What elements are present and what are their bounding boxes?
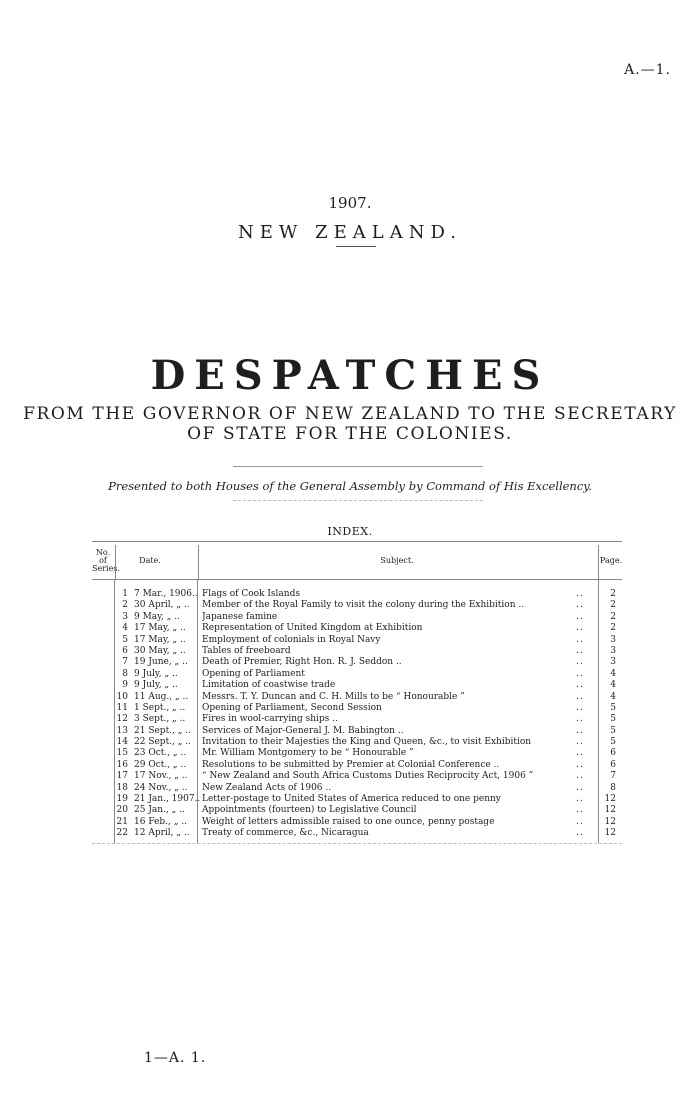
subject: Japanese famine [202, 611, 278, 622]
presented-note: Presented to both Houses of the General Assembly by Command of His Excellency. [108, 479, 592, 493]
series-number: 2 [122, 600, 128, 611]
leader-dots: .. [576, 657, 584, 668]
table-header-rule [92, 579, 622, 580]
table-row [108, 600, 618, 611]
date: 17 May, „ .. [134, 634, 186, 645]
page-number: 5 [610, 737, 616, 748]
leader-dots: .. [576, 611, 584, 622]
table-row [108, 623, 618, 634]
page-number: 4 [610, 680, 616, 691]
date: 21 Jan., 1907.. [134, 794, 201, 805]
index-table-body [108, 589, 618, 840]
date: 3 Sept., „ .. [134, 714, 186, 725]
subject: “ New Zealand and South Africa Customs Duties Reciprocity Act, 1906 ” [202, 771, 534, 782]
leader-dots: .. [576, 748, 584, 759]
subject: Member of the Royal Family to visit the colony during the Exhibition .. [202, 600, 525, 611]
page-number: 2 [610, 589, 616, 599]
year-heading: 1907. [328, 194, 372, 212]
date: 9 May, „ .. [134, 611, 181, 622]
leader-dots: .. [576, 668, 584, 679]
subject: Weight of letters admissible raised to one ounce, penny postage [202, 816, 495, 827]
table-row [108, 589, 618, 600]
table-row [108, 692, 618, 703]
series-number: 14 [116, 737, 128, 748]
page-number: 5 [610, 725, 616, 736]
column-rule [198, 545, 199, 579]
date: 24 Nov., „ .. [134, 782, 188, 793]
series-number: 6 [122, 645, 128, 656]
leader-dots: .. [576, 691, 584, 702]
date: 17 Nov., „ .. [134, 771, 188, 782]
leader-dots: .. [576, 828, 584, 839]
column-rule [598, 545, 599, 579]
series-number: 5 [122, 634, 128, 645]
header-pages: Page. [600, 556, 623, 565]
series-number: 21 [116, 816, 128, 827]
header-no-line: No. [95, 548, 111, 557]
page-number: 6 [610, 748, 616, 759]
series-number: 11 [116, 702, 128, 713]
page-number: 6 [610, 759, 616, 770]
page-number: 7 [610, 771, 616, 782]
table-top-rule [92, 541, 622, 542]
series-number: 4 [122, 623, 128, 634]
column-rule [114, 580, 115, 843]
leader-dots: .. [576, 714, 584, 725]
date: 29 Oct., „ .. [134, 759, 187, 770]
subject: Flags of Cook Islands [202, 589, 300, 599]
page-number: 8 [610, 782, 616, 793]
date: 12 April, „ .. [134, 828, 190, 839]
page-number: 2 [610, 623, 616, 634]
date: 9 July, „ .. [134, 680, 178, 691]
leader-dots: .. [576, 623, 584, 634]
page-number: 2 [610, 611, 616, 622]
header-subject: Subject. [380, 556, 414, 565]
subject: Opening of Parliament [202, 668, 305, 679]
subject: Services of Major-General J. M. Babington .. [202, 725, 404, 736]
leader-dots: .. [576, 600, 584, 611]
subject: Invitation to their Majesties the King and Queen, &c., to visit Exhibition [202, 737, 532, 748]
date: 25 Jan., „ .. [134, 805, 185, 816]
subject: Employment of colonials in Royal Navy [202, 634, 381, 645]
page-reference: A.—1. [624, 62, 671, 78]
page-number: 4 [610, 691, 616, 702]
page-number: 2 [610, 600, 616, 611]
subject: Representation of United Kingdom at Exhibition [202, 623, 423, 634]
country-heading: NEW ZEALAND. [238, 222, 462, 243]
column-rule [598, 580, 599, 843]
series-number: 3 [122, 611, 128, 622]
table-row [108, 737, 618, 748]
leader-dots: .. [576, 737, 584, 748]
header-series-number [92, 548, 120, 573]
date: 16 Feb., „ .. [134, 816, 187, 827]
leader-dots: .. [576, 794, 584, 805]
page-number: 12 [604, 816, 616, 827]
subject: Treaty of commerce, &c., Nicaragua [202, 828, 369, 839]
date: 23 Oct., „ .. [134, 748, 187, 759]
series-number: 9 [122, 680, 128, 691]
date: 11 Aug., „ .. [134, 691, 189, 702]
table-header [92, 545, 622, 579]
leader-dots: .. [576, 589, 584, 599]
table-row [108, 612, 618, 623]
table-row [108, 726, 618, 737]
subject: Opening of Parliament, Second Session [202, 702, 382, 713]
page-number: 12 [604, 828, 616, 839]
table-row [108, 828, 618, 839]
subtitle-line-1: FROM THE GOVERNOR OF NEW ZEALAND TO THE SECRETARY [23, 404, 677, 424]
series-number: 7 [122, 657, 128, 668]
series-number: 20 [116, 805, 128, 816]
subject: Fires in wool-carrying ships .. [202, 714, 338, 725]
date: 22 Sept., „ .. [134, 737, 192, 748]
table-bottom-rule [92, 843, 622, 844]
date: 9 July, „ .. [134, 668, 178, 679]
series-number: 15 [116, 748, 128, 759]
header-no-line: of [99, 556, 107, 565]
divider [336, 246, 376, 247]
leader-dots: .. [576, 725, 584, 736]
leader-dots: .. [576, 771, 584, 782]
series-number: 16 [116, 759, 128, 770]
page-number: 5 [610, 702, 616, 713]
date: 17 May, „ .. [134, 623, 186, 634]
table-row [108, 805, 618, 816]
leader-dots: .. [576, 680, 584, 691]
table-row [108, 817, 618, 828]
header-date: Date. [139, 556, 161, 565]
page-number: 12 [604, 794, 616, 805]
series-number: 22 [116, 828, 128, 839]
document-title: DESPATCHES [150, 352, 550, 399]
table-row [108, 669, 618, 680]
subject: Appointments (fourteen) to Legislative Council [202, 805, 417, 816]
series-number: 13 [116, 725, 128, 736]
sheet-reference: 1—A. 1. [144, 1050, 207, 1066]
table-row [108, 748, 618, 759]
subject: Letter-postage to United States of America reduced to one penny [202, 794, 501, 805]
table-row [108, 760, 618, 771]
page-number: 3 [610, 634, 616, 645]
subject: New Zealand Acts of 1906 .. [202, 782, 332, 793]
table-row [108, 646, 618, 657]
date: 30 April, „ .. [134, 600, 190, 611]
page-number: 3 [610, 657, 616, 668]
page-number: 12 [604, 805, 616, 816]
index-heading: INDEX. [327, 525, 373, 538]
column-rule [197, 580, 198, 843]
divider [233, 500, 483, 501]
table-row [108, 657, 618, 668]
leader-dots: .. [576, 782, 584, 793]
leader-dots: .. [576, 634, 584, 645]
leader-dots: .. [576, 805, 584, 816]
date: 21 Sept., „ .. [134, 725, 192, 736]
page-number: 3 [610, 645, 616, 656]
table-row [108, 771, 618, 782]
table-row [108, 714, 618, 725]
leader-dots: .. [576, 702, 584, 713]
page-number: 4 [610, 668, 616, 679]
subject: Messrs. T. Y. Duncan and C. H. Mills to be “ Honourable ” [202, 691, 465, 702]
subject: Death of Premier, Right Hon. R. J. Seddon .. [202, 657, 402, 668]
table-row [108, 703, 618, 714]
date: 30 May, „ .. [134, 645, 186, 656]
date: 7 Mar., 1906.. [134, 589, 198, 599]
subject: Limitation of coastwise trade [202, 680, 336, 691]
series-number: 18 [116, 782, 128, 793]
date: 1 Sept., „ .. [134, 702, 186, 713]
series-number: 8 [122, 668, 128, 679]
subject: Mr. William Montgomery to be “ Honourable ” [202, 748, 414, 759]
series-number: 19 [116, 794, 128, 805]
leader-dots: .. [576, 759, 584, 770]
table-row [108, 635, 618, 646]
series-number: 1 [122, 589, 128, 599]
page-number: 5 [610, 714, 616, 725]
series-number: 12 [116, 714, 128, 725]
series-number: 10 [116, 691, 128, 702]
subtitle-line-2: OF STATE FOR THE COLONIES. [187, 424, 513, 444]
divider [233, 466, 483, 467]
table-row [108, 794, 618, 805]
leader-dots: .. [576, 816, 584, 827]
table-row [108, 783, 618, 794]
subject: Tables of freeboard [202, 645, 291, 656]
column-rule [115, 545, 116, 579]
table-row [108, 680, 618, 691]
date: 19 June, „ .. [134, 657, 188, 668]
subject: Resolutions to be submitted by Premier at Colonial Conference .. [202, 759, 500, 770]
header-no-line: Series. [92, 564, 120, 573]
leader-dots: .. [576, 645, 584, 656]
series-number: 17 [116, 771, 128, 782]
